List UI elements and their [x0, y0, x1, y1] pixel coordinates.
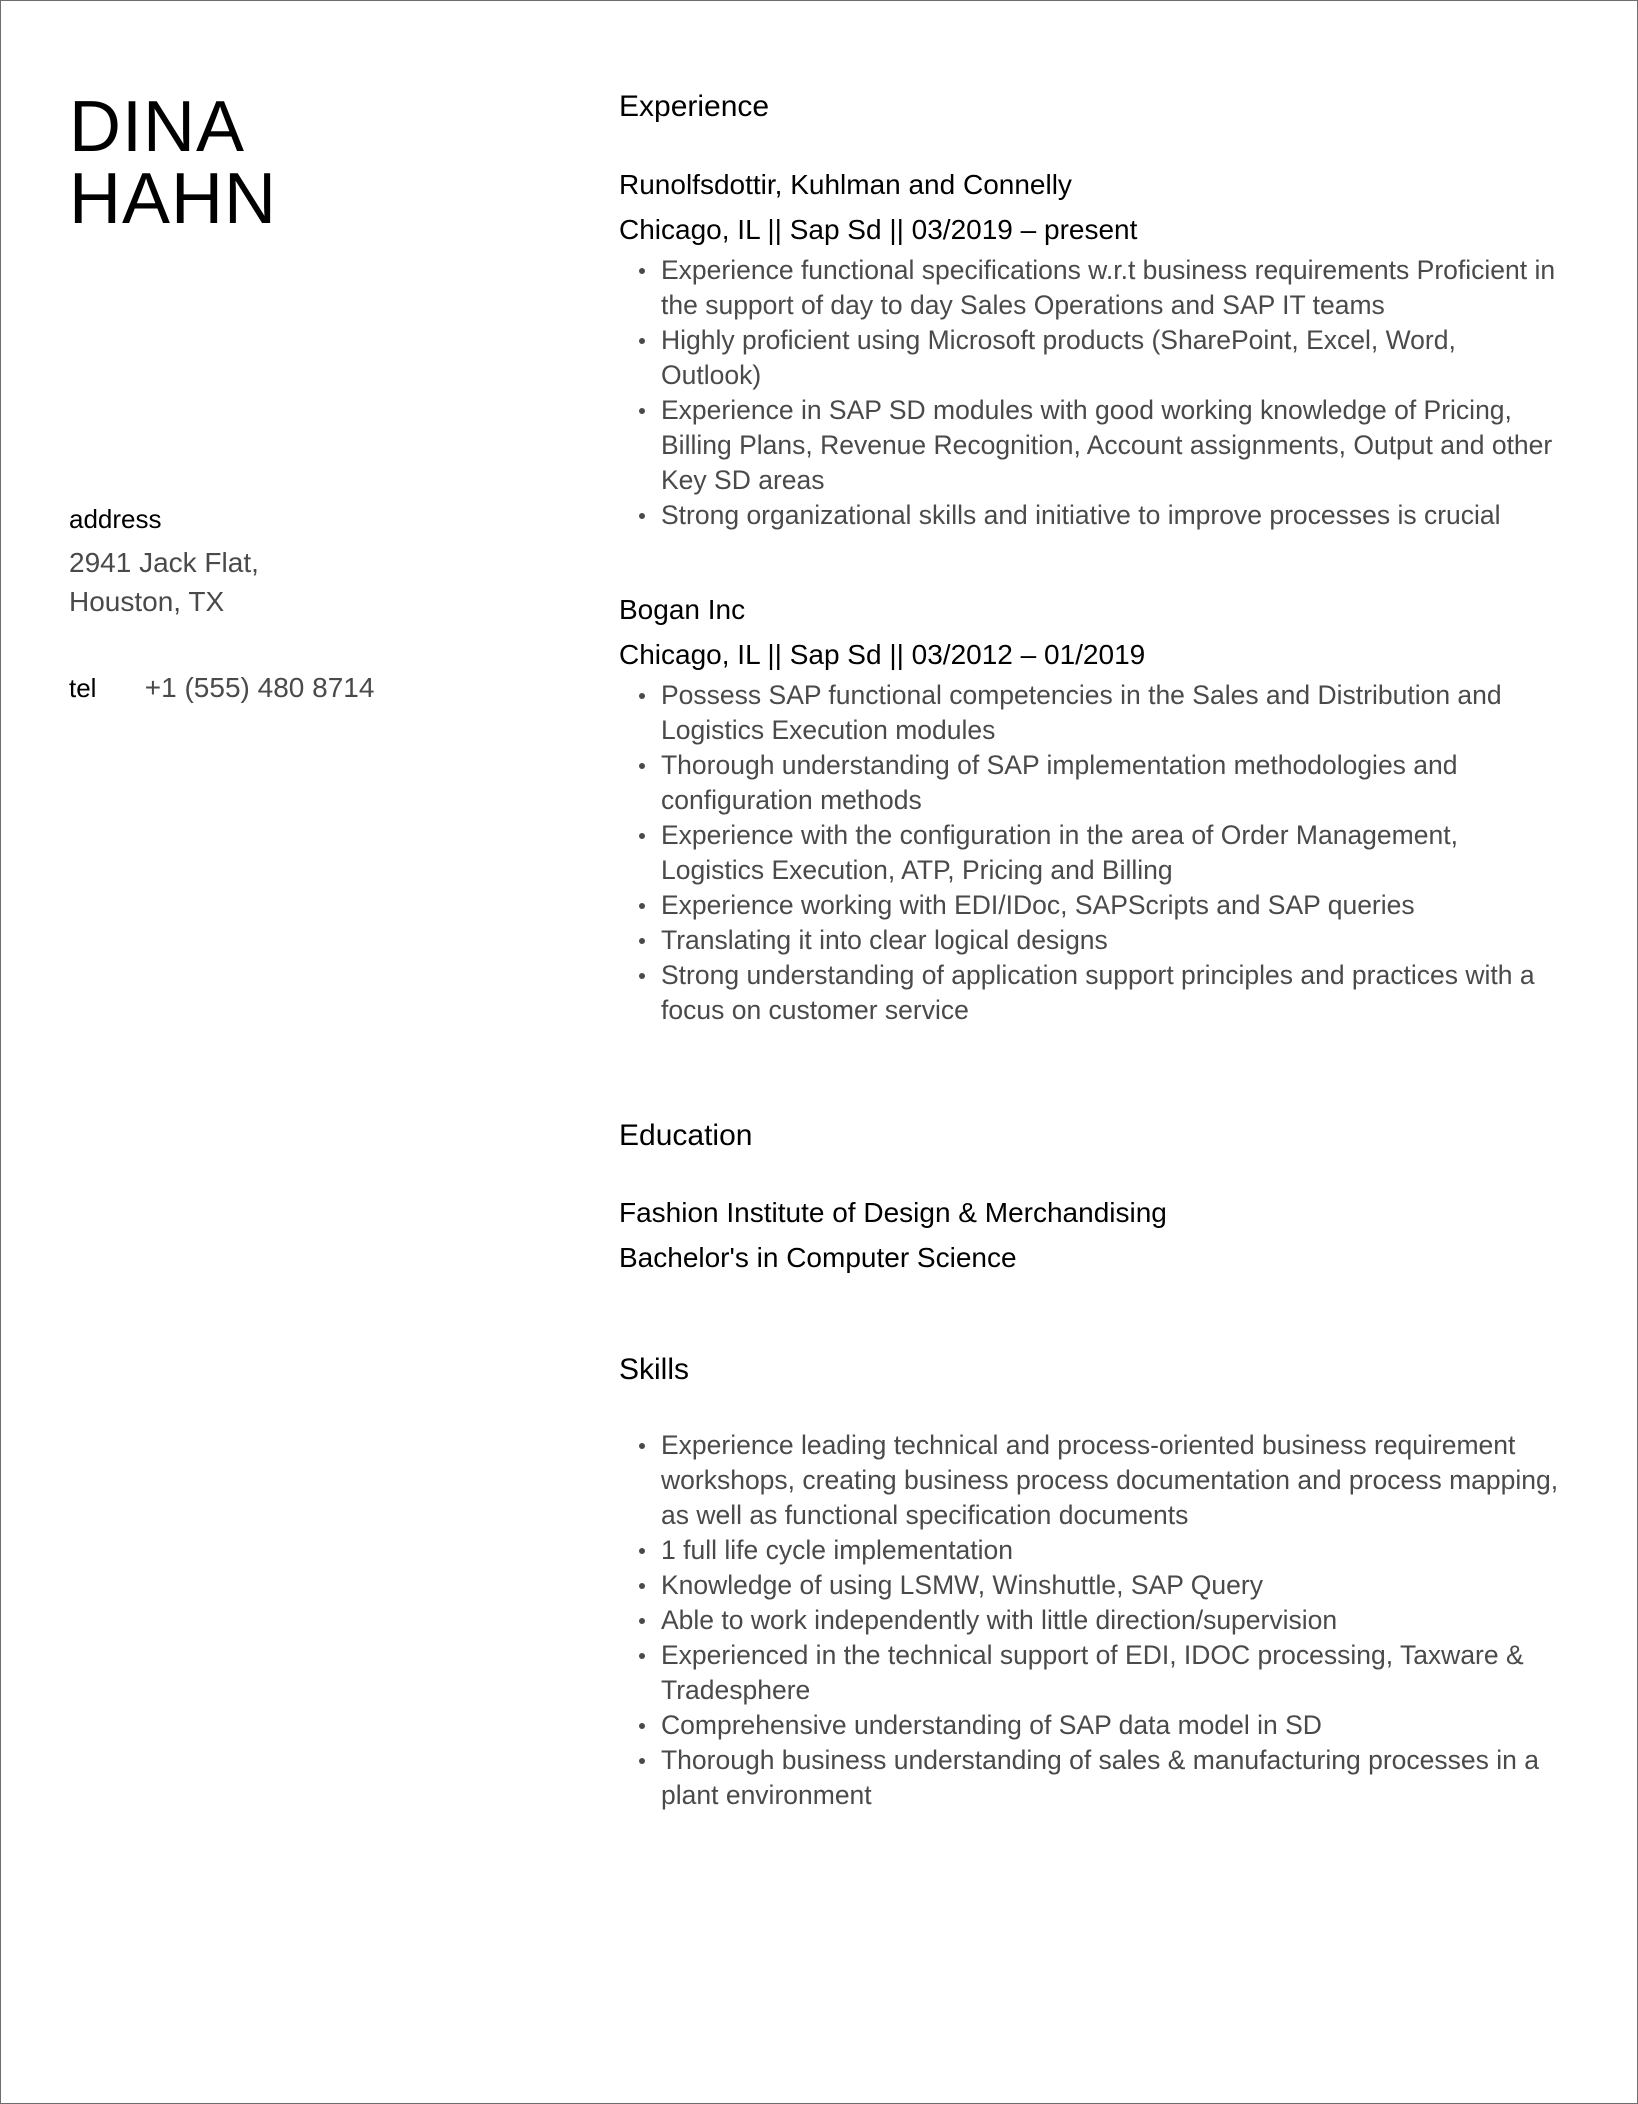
- list-item: Thorough understanding of SAP implementation methodologies and configuration methods: [661, 748, 1561, 818]
- skills-bullets: [619, 1428, 1561, 1813]
- job-bullets: [619, 678, 1561, 1028]
- address-line-1: 2941 Jack Flat,: [69, 547, 259, 578]
- education-heading: Education: [619, 1119, 753, 1152]
- list-item: Possess SAP functional competencies in the Sales and Distribution and Logistics Execution modules: [661, 678, 1561, 748]
- list-item: Strong understanding of application support principles and practices with a focus on customer service: [661, 958, 1561, 1028]
- last-name: HAHN: [69, 159, 278, 239]
- list-item: Experience leading technical and process-oriented business requirement workshops, creating business process documentation and process mapping, as well as functional specification documents: [661, 1428, 1561, 1533]
- education-degree: Bachelor's in Computer Science: [619, 1242, 1017, 1273]
- list-item: Able to work independently with little direction/supervision: [661, 1603, 1561, 1638]
- list-item: Thorough business understanding of sales & manufacturing processes in a plant environment: [661, 1743, 1561, 1813]
- list-item: Comprehensive understanding of SAP data model in SD: [661, 1708, 1561, 1743]
- skills-heading: Skills: [619, 1353, 690, 1386]
- list-item: Highly proficient using Microsoft products (SharePoint, Excel, Word, Outlook): [661, 323, 1561, 393]
- first-name: DINA: [69, 87, 246, 167]
- tel-label: tel: [69, 673, 97, 703]
- address-label: address: [69, 504, 162, 534]
- list-item: Experience working with EDI/IDoc, SAPScripts and SAP queries: [661, 888, 1561, 923]
- list-item: Experience in SAP SD modules with good working knowledge of Pricing, Billing Plans, Revenue Recognition, Account assignments, Output and other Key SD areas: [661, 393, 1561, 498]
- list-item: Experienced in the technical support of EDI, IDOC processing, Taxware & Tradesphere: [661, 1638, 1561, 1708]
- list-item: Experience functional specifications w.r.t business requirements Proficient in the support of day to day Sales Operations and SAP IT teams: [661, 253, 1561, 323]
- job-meta: Chicago, IL || Sap Sd || 03/2019 – present: [619, 214, 1138, 245]
- list-item: 1 full life cycle implementation: [661, 1533, 1561, 1568]
- job-company: Bogan Inc: [619, 594, 746, 625]
- list-item: Knowledge of using LSMW, Winshuttle, SAP Query: [661, 1568, 1561, 1603]
- list-item: Experience with the configuration in the area of Order Management, Logistics Execution, ATP, Pricing and Billing: [661, 818, 1561, 888]
- address-block: [69, 543, 259, 621]
- tel-row: [69, 671, 374, 705]
- job-meta: Chicago, IL || Sap Sd || 03/2012 – 01/2019: [619, 639, 1146, 670]
- job-bullets: [619, 253, 1561, 533]
- candidate-name: [69, 87, 278, 239]
- address-line-2: Houston, TX: [69, 586, 225, 617]
- education-school: Fashion Institute of Design & Merchandising: [619, 1197, 1167, 1228]
- job-company: Runolfsdottir, Kuhlman and Connelly: [619, 169, 1072, 200]
- list-item: Translating it into clear logical designs: [661, 923, 1561, 958]
- experience-heading: Experience: [619, 90, 770, 123]
- list-item: Strong organizational skills and initiative to improve processes is crucial: [661, 498, 1561, 533]
- tel-value: +1 (555) 480 8714: [144, 672, 375, 703]
